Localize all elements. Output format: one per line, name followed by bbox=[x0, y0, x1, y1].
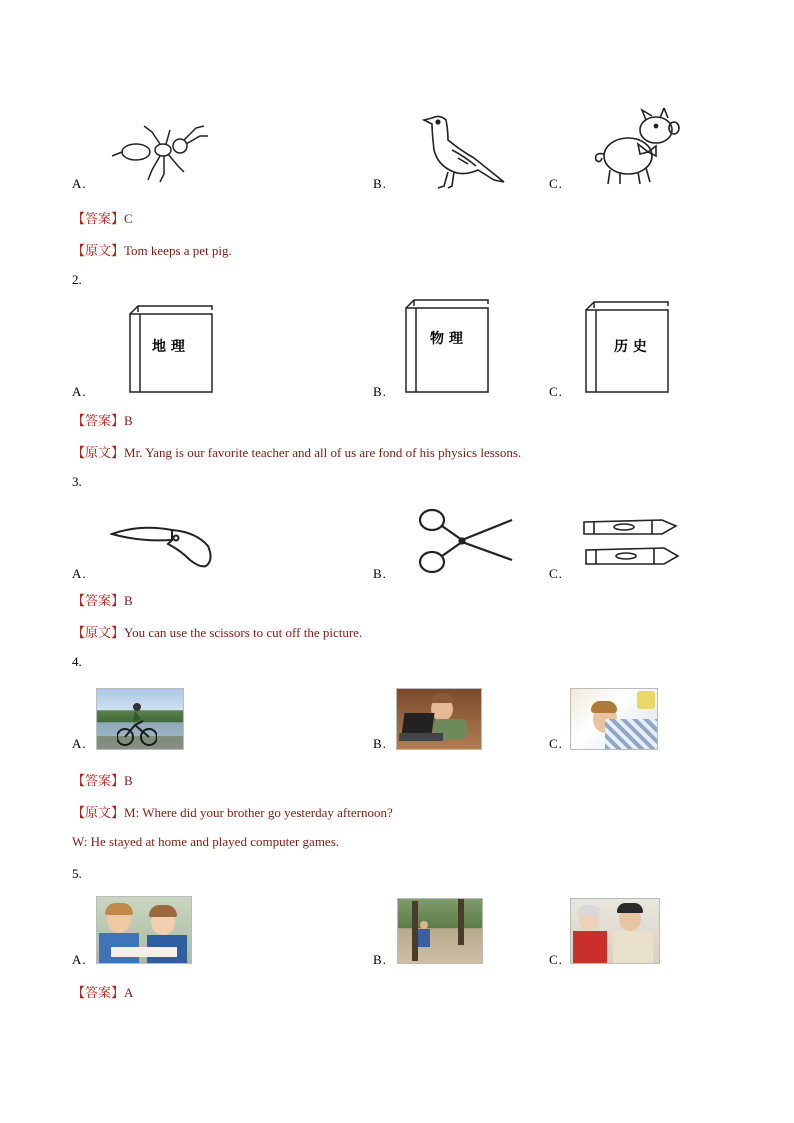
answer-value: C bbox=[124, 211, 133, 226]
source-tag: 【原文】 bbox=[72, 445, 125, 460]
q5-number: 5. bbox=[72, 866, 82, 881]
answer-tag: 【答案】 bbox=[72, 773, 125, 788]
answer-value: B bbox=[124, 593, 133, 608]
book-title: 物 理 bbox=[430, 331, 463, 347]
q3-option-b-label: B. bbox=[373, 566, 387, 581]
q3-answer bbox=[72, 590, 133, 609]
q3-option-a-label: A. bbox=[72, 566, 87, 581]
computer-games-photo bbox=[396, 688, 482, 750]
q1-option-a-label: A. bbox=[72, 176, 87, 191]
q5-option-b-label: B. bbox=[373, 952, 387, 967]
sweeping-photo bbox=[397, 898, 483, 964]
answer-value: B bbox=[124, 413, 133, 428]
bird-picture bbox=[418, 110, 510, 190]
q4-source bbox=[72, 802, 393, 821]
answer-tag: 【答案】 bbox=[72, 593, 125, 608]
knife-picture bbox=[110, 520, 214, 570]
q2-answer bbox=[72, 410, 133, 429]
q3-number: 3. bbox=[72, 474, 82, 489]
geography-book bbox=[128, 302, 214, 394]
crayons-picture bbox=[582, 516, 682, 572]
q2-option-b-label: B. bbox=[373, 384, 387, 399]
answer-value: A bbox=[124, 985, 134, 1000]
q4-number: 4. bbox=[72, 654, 82, 669]
source-tag: 【原文】 bbox=[72, 243, 125, 258]
ant-picture bbox=[108, 122, 210, 184]
q3-option-c-label: C. bbox=[549, 566, 563, 581]
book-title: 地 理 bbox=[152, 339, 185, 355]
pig-picture bbox=[590, 108, 686, 188]
q4-option-c-label: C. bbox=[549, 736, 563, 751]
source-tag: 【原文】 bbox=[72, 805, 125, 820]
answer-tag: 【答案】 bbox=[72, 413, 125, 428]
history-book bbox=[584, 298, 670, 394]
q1-option-b-label: B. bbox=[373, 176, 387, 191]
q1-source bbox=[72, 240, 232, 259]
q5-answer bbox=[72, 982, 133, 1001]
q2-number: 2. bbox=[72, 272, 82, 287]
cycling-photo bbox=[96, 688, 184, 750]
scissors-picture bbox=[416, 506, 516, 576]
q5-option-c-label: C. bbox=[549, 952, 563, 967]
q4-source-line2: W: He stayed at home and played computer games. bbox=[72, 834, 340, 849]
answer-tag: 【答案】 bbox=[72, 985, 125, 1000]
q1-answer bbox=[72, 208, 133, 227]
source-text: You can use the scissors to cut off the picture. bbox=[124, 625, 363, 640]
reading-photo bbox=[96, 896, 192, 964]
q2-option-a-label: A. bbox=[72, 384, 87, 399]
elderly-knitting-photo bbox=[570, 898, 660, 964]
q4-option-a-label: A. bbox=[72, 736, 87, 751]
answer-value: B bbox=[124, 773, 133, 788]
q4-answer bbox=[72, 770, 133, 789]
answer-tag: 【答案】 bbox=[72, 211, 125, 226]
sleeping-photo bbox=[570, 688, 658, 750]
q5-option-a-label: A. bbox=[72, 952, 87, 967]
source-tag: 【原文】 bbox=[72, 625, 125, 640]
q4-option-b-label: B. bbox=[373, 736, 387, 751]
q2-source bbox=[72, 442, 521, 461]
source-text: M: Where did your brother go yesterday afternoon? bbox=[124, 805, 393, 820]
physics-book bbox=[404, 296, 490, 394]
q1-option-c-label: C. bbox=[549, 176, 563, 191]
source-text: Tom keeps a pet pig. bbox=[124, 243, 232, 258]
source-text: Mr. Yang is our favorite teacher and all of us are fond of his physics lessons. bbox=[124, 445, 522, 460]
q3-source bbox=[72, 622, 362, 641]
book-title: 历 史 bbox=[614, 339, 647, 355]
q2-option-c-label: C. bbox=[549, 384, 563, 399]
